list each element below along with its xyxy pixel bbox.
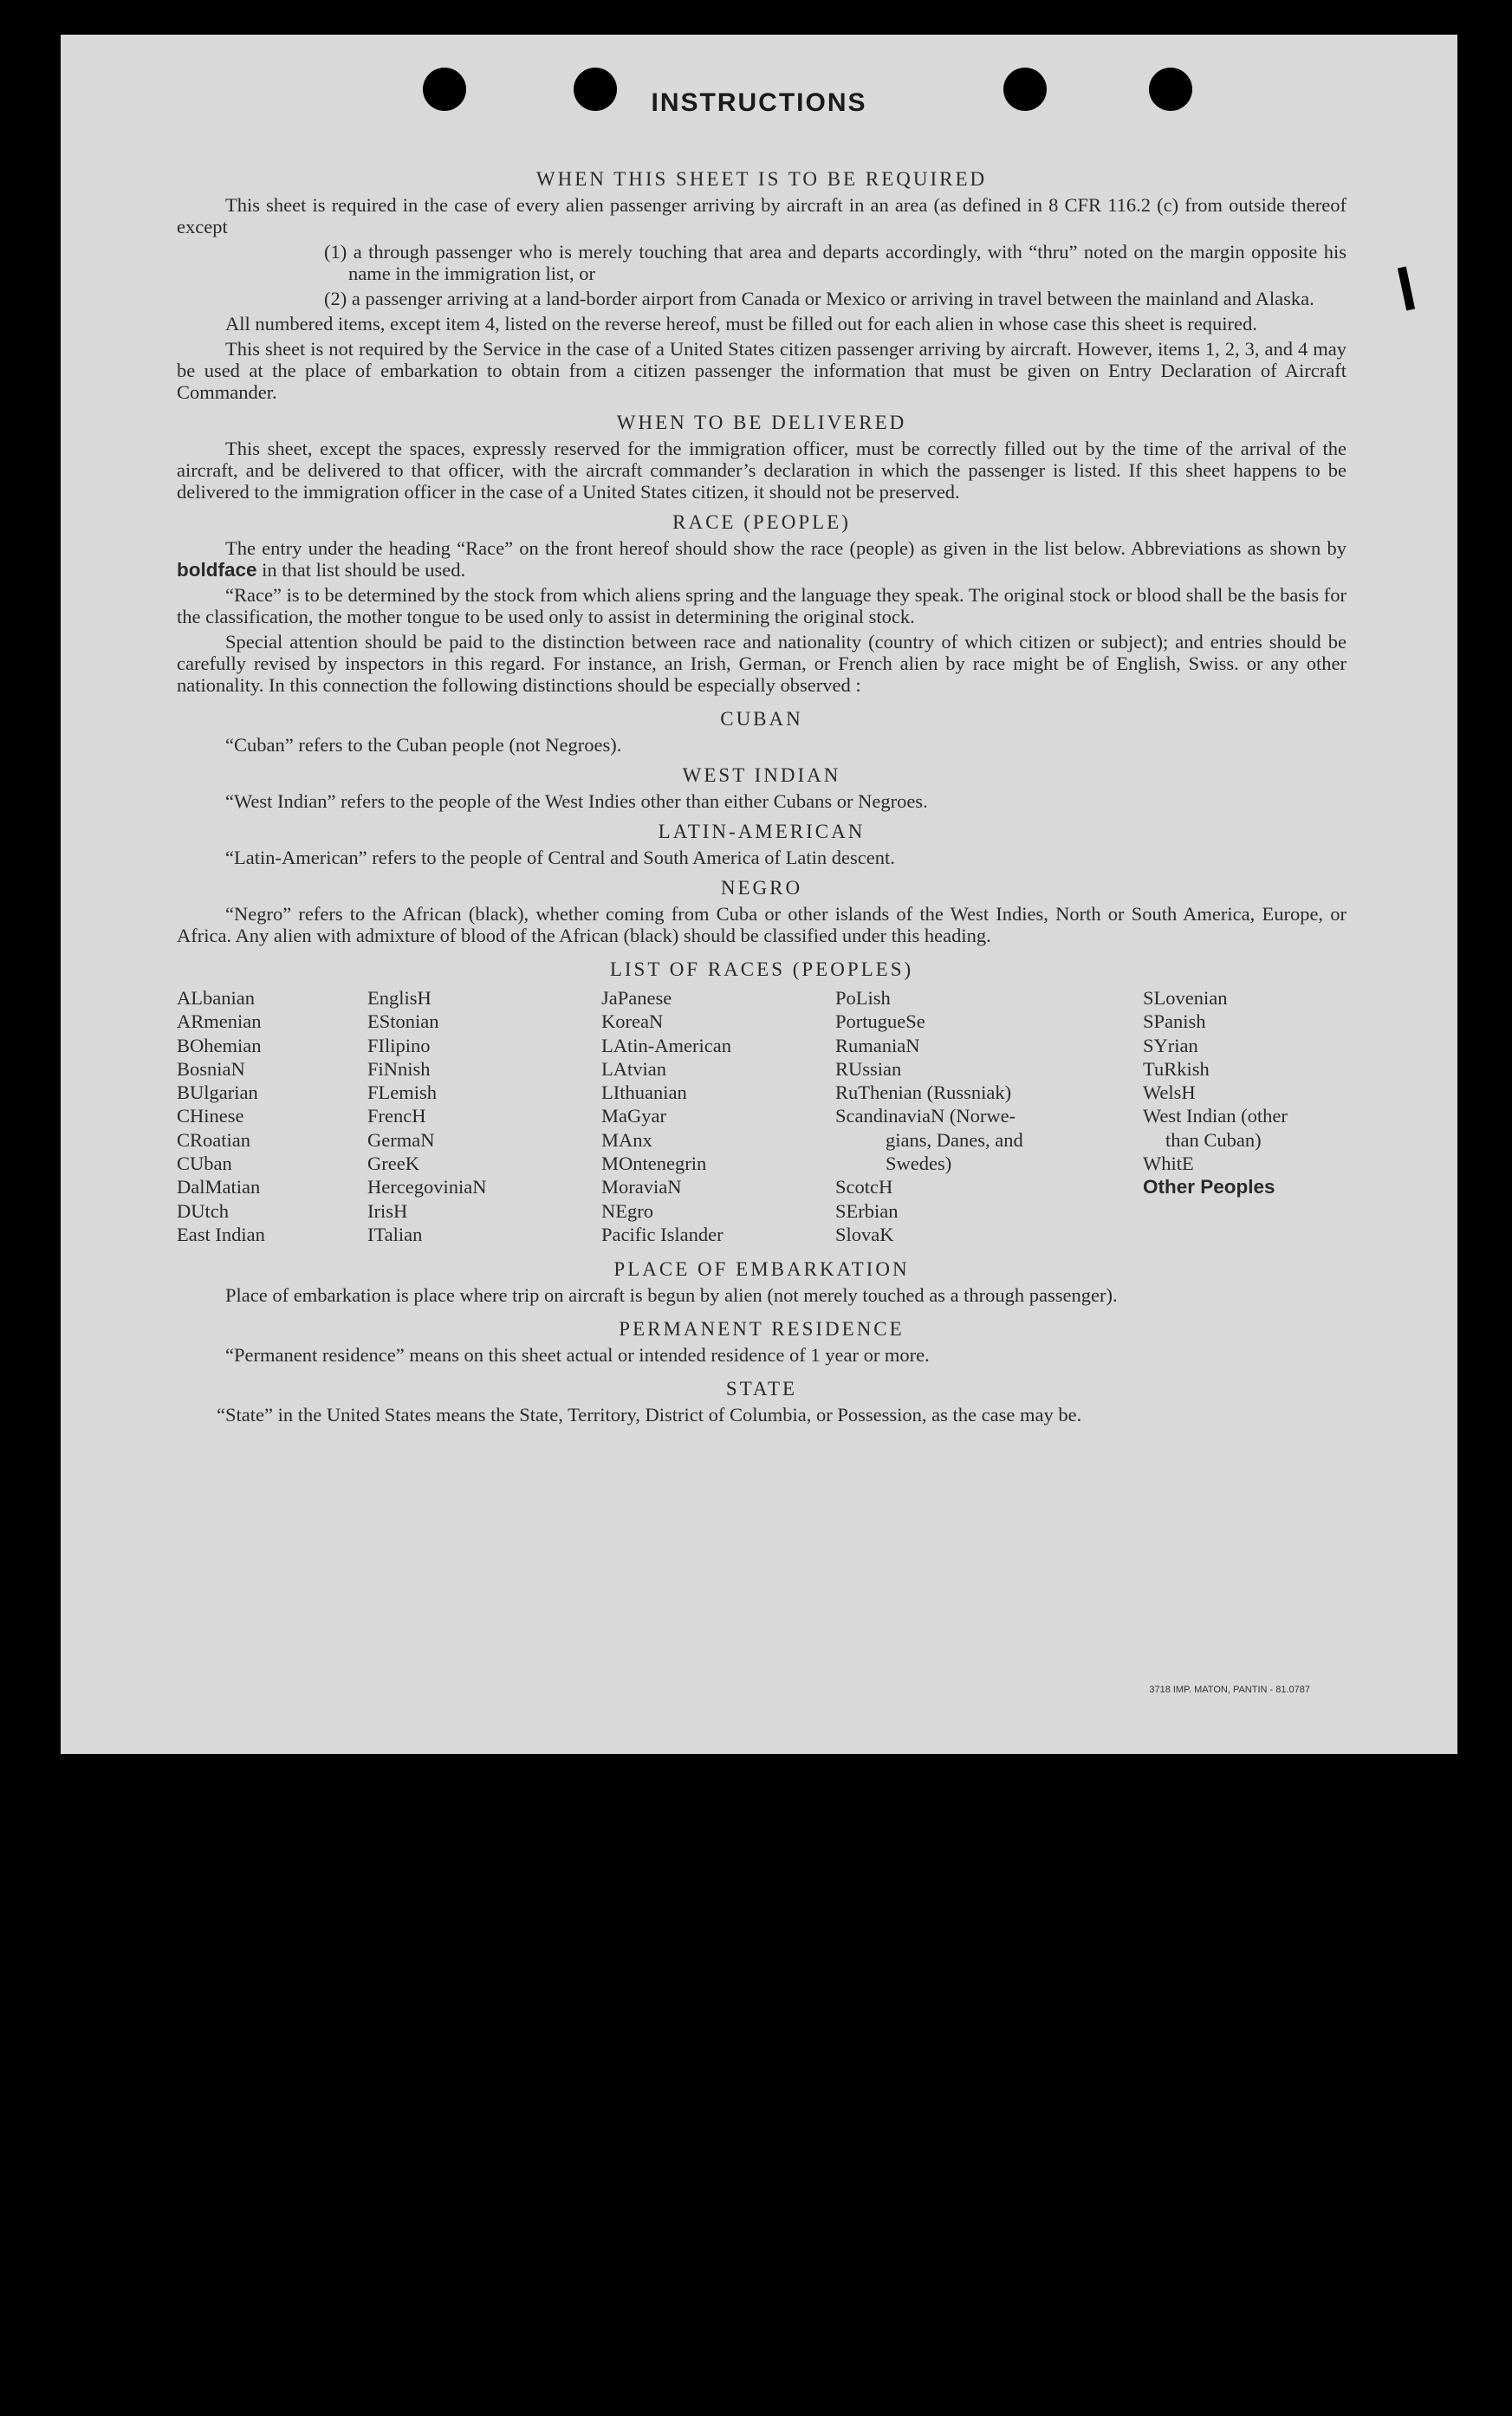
section-heading: WHEN THIS SHEET IS TO BE REQUIRED (535, 168, 988, 190)
paragraph: “Race” is to be determined by the stock from which aliens spring and the language they speak. The original stock or blood shall be the basis for the classification, the mother tongue to be used only to assist in determining the original stock. (177, 584, 1347, 627)
race-item: SLovenian (1143, 987, 1228, 1009)
race-item: MaGyar (601, 1105, 666, 1127)
race-column (1143, 986, 1347, 1246)
race-item: DalMatian (177, 1176, 261, 1198)
race-column (367, 986, 601, 1246)
race-item: MoraviaN (601, 1176, 682, 1198)
race-item: KoreaN (601, 1010, 664, 1033)
race-item: FrencH (367, 1105, 426, 1127)
race-item: MAnx (601, 1128, 652, 1151)
boldface-example: boldface (177, 559, 257, 581)
race-item: Swedes) (886, 1153, 952, 1175)
race-item: SlovaK (835, 1223, 894, 1245)
section-heading: WEST INDIAN (682, 764, 841, 786)
race-item: BUlgarian (177, 1081, 258, 1104)
list-item: (1) a through passenger who is merely touching that area and departs accordingly, with “thru” noted on the margin opposite his name in the immigration list, or (324, 241, 1347, 284)
race-item: Pacific Islander (601, 1223, 724, 1245)
paragraph: This sheet is required in the case of every alien passenger arriving by aircraft in an area (as defined in 8 CFR 116.2 (c) from outside thereof except (177, 194, 1347, 237)
race-list (177, 986, 1347, 1246)
race-item: SErbian (835, 1199, 899, 1222)
race-item: ScandinaviaN (Norwe- (835, 1105, 1016, 1127)
race-item: gians, Danes, and (886, 1128, 1023, 1151)
race-item: ITalian (367, 1223, 423, 1245)
race-item: Other Peoples (1143, 1176, 1275, 1198)
race-item: PortugueSe (835, 1010, 925, 1033)
section-heading: RACE (PEOPLE) (672, 511, 851, 533)
race-item: RuThenian (Russniak) (835, 1081, 1012, 1104)
race-item: West Indian (other (1143, 1105, 1288, 1127)
race-item: NEgro (601, 1199, 653, 1222)
section-heading: PERMANENT RESIDENCE (619, 1318, 905, 1341)
race-item: GreeK (367, 1153, 419, 1175)
paragraph: “Latin-American” refers to the people of Central and South America of Latin descent. (225, 847, 895, 868)
race-item: EnglisH (367, 987, 432, 1009)
race-item: MOntenegrin (601, 1153, 707, 1175)
paragraph: Place of embarkation is place where trip on aircraft is begun by alien (not merely touched as a through passenger). (225, 1284, 1118, 1307)
paragraph: Special attention should be paid to the distinction between race and nationality (country of which citizen or subject); and entries should be carefully revised by inspectors in this regard. For instance, an Irish, German, or French alien by race might be of English, Swiss. or any other nationality. In this connection the following distinctions should be especially observed : (177, 631, 1347, 696)
paragraph: The entry under the heading “Race” on the front hereof should show the race (people) as given in the list below. Abbreviations as shown by boldface in that list should be used. (177, 537, 1347, 581)
section-heading: WHEN TO BE DELIVERED (616, 412, 907, 433)
list-item: (2) a passenger arriving at a land-border airport from Canada or Mexico or arriving in travel between the mainland and Alaska. (324, 288, 1314, 309)
race-item: WhitE (1143, 1153, 1194, 1175)
section-heading: STATE (725, 1378, 798, 1400)
race-item: FLemish (367, 1081, 438, 1104)
section-heading: LATIN-AMERICAN (658, 821, 866, 842)
race-item: GermaN (367, 1128, 435, 1151)
race-item: JaPanese (601, 987, 672, 1009)
section-heading: NEGRO (720, 877, 803, 899)
race-column (177, 986, 367, 1246)
race-item: CHinese (177, 1105, 244, 1127)
race-item: FiNnish (367, 1057, 431, 1080)
race-item: ARmenian (177, 1010, 262, 1033)
race-item: East Indian (177, 1223, 265, 1245)
race-item: TuRkish (1143, 1057, 1210, 1080)
paragraph: This sheet, except the spaces, expressly reserved for the immigration officer, must be correctly filled out by the time of the arrival of the aircraft, and be delivered to that officer, with the aircraft commander’s declaration in which the passenger is listed. If this sheet happens to be delivered to the immigration officer in the case of a United States citizen, it should not be preserved. (177, 438, 1347, 503)
race-item: FIlipino (367, 1034, 431, 1056)
section-heading: CUBAN (720, 708, 803, 730)
paragraph: “State” in the United States means the State, Territory, District of Columbia, or Possession, as the case may be. (217, 1404, 1082, 1426)
paragraph: “Negro” refers to the African (black), whether coming from Cuba or other islands of the West Indies, North or South America, Europe, or Africa. Any alien with admixture of blood of the African (black) should be classified under this heading. (177, 903, 1347, 946)
race-item: LAtin-American (601, 1034, 731, 1056)
race-column (835, 986, 1143, 1246)
race-item: DUtch (177, 1199, 229, 1222)
paragraph: “West Indian” refers to the people of the West Indies other than either Cubans or Negroes. (225, 790, 928, 812)
race-item: PoLish (835, 987, 891, 1009)
race-item: HercegoviniaN (367, 1176, 487, 1198)
ink-mark (1398, 267, 1415, 311)
race-item: WelsH (1143, 1081, 1196, 1104)
race-item: SYrian (1143, 1034, 1198, 1056)
section-heading: PLACE OF EMBARKATION (613, 1258, 910, 1281)
race-item: BosniaN (177, 1057, 245, 1080)
race-item: ScotcH (835, 1176, 893, 1198)
paragraph: “Permanent residence” means on this sheet actual or intended residence of 1 year or more. (225, 1344, 930, 1367)
section-heading: LIST OF RACES (PEOPLES) (609, 958, 914, 980)
race-item: EStonian (367, 1010, 439, 1033)
race-item: CRoatian (177, 1128, 250, 1151)
paragraph: This sheet is not required by the Service in the case of a United States citizen passenger arriving by aircraft. However, items 1, 2, 3, and 4 may be used at the place of embarkation to obtain from a citizen passenger the information that must be given on Entry Declaration of Aircraft Commander. (177, 338, 1347, 403)
race-item: CUban (177, 1153, 232, 1175)
print-code: 3718 IMP. MATON, PANTIN - 81.0787 (1149, 1685, 1310, 1695)
page-title: INSTRUCTIONS (651, 88, 867, 117)
race-item: ALbanian (177, 987, 255, 1009)
instructions-body (177, 130, 1347, 1429)
paragraph: “Cuban” refers to the Cuban people (not Negroes). (225, 734, 622, 756)
document-sheet (61, 35, 1457, 1754)
race-item: SPanish (1143, 1010, 1206, 1033)
race-item: than Cuban) (1165, 1128, 1262, 1151)
race-item: LIthuanian (601, 1081, 687, 1104)
race-column (601, 986, 835, 1246)
race-item: RumaniaN (835, 1034, 920, 1056)
race-item: BOhemian (177, 1034, 262, 1056)
race-item: IrisH (367, 1199, 408, 1222)
race-item: RUssian (835, 1057, 902, 1080)
paragraph: All numbered items, except item 4, listed on the reverse hereof, must be filled out for each alien in whose case this sheet is required. (225, 313, 1257, 334)
race-item: LAtvian (601, 1057, 666, 1080)
